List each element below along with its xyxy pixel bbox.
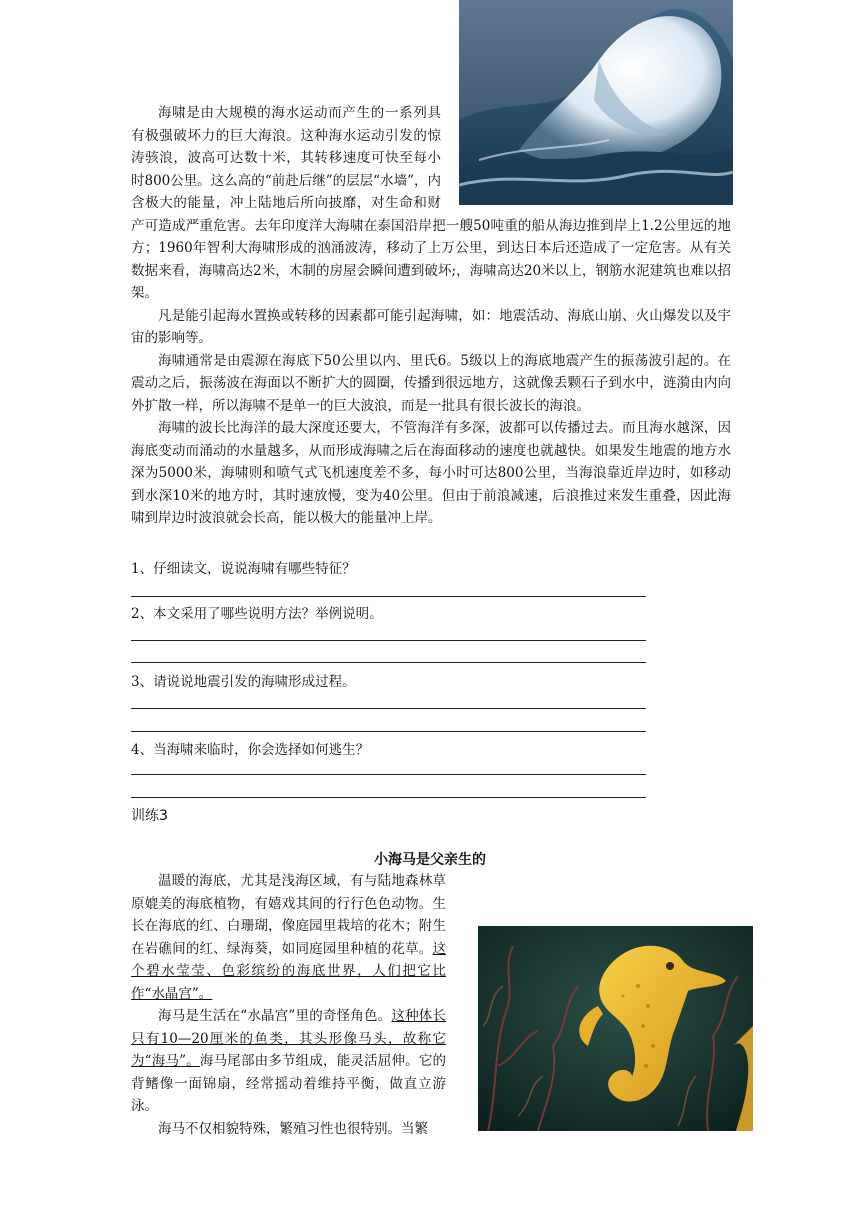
seahorse-paragraph-1-text: 温暖的海底，尤其是浅海区域，有与陆地森林草原媲美的海底植物，有嬉戏其间的行行色色动物。生长在海底的红、白珊瑚，像庭园里栽培的花木；附生在岩礁间的红、绿海葵，如同庭园里种植的花草。 [131, 873, 446, 957]
question-1: 1、仔细读文，说说海啸有哪些特征？ [131, 561, 356, 577]
seahorse-underlined-sentence-2: 这种体长只有10—20厘米的鱼类，其头形像马头，故称它为“海马”。 [131, 1008, 447, 1069]
answer-line[interactable] [131, 731, 646, 732]
seahorse-paragraph-2-text-b: 海马尾部由多节组成，能灵活屈伸。它的背鳍像一面锦扇，经常摇动着维持平衡，做直立游泳。 [131, 1053, 447, 1114]
question-4: 4、当海啸来临时，你会选择如何逃生？ [131, 742, 370, 758]
question-2: 2、本文采用了哪些说明方法？举例说明。 [131, 606, 383, 622]
answer-line[interactable] [131, 640, 646, 641]
answer-line[interactable] [131, 708, 646, 709]
tsunami-paragraph-3: 海啸通常是由震源在海底下50公里以内、里氏6。5级以上的海底地震产生的振荡波引起的。在震动之后，振荡波在海面以不断扩大的圆圈，传播到很远地方，这就像丢颗石子到水中，涟漪由内向外扩散一样，所以海啸不是单一的巨大波浪，而是一批具有很长波长的海浪。 [131, 352, 731, 414]
seahorse-underlined-sentence-1: 这个碧水莹莹、色彩缤纷的海底世界，人们把它比作“水晶宫”。 [131, 940, 446, 1002]
tsunami-paragraph-2: 凡是能引起海水置换或转移的因素都可能引起海啸，如：地震活动、海底山崩、火山爆发以及宇宙的影响等。 [131, 307, 731, 346]
section-label: 训练3 [131, 808, 168, 824]
seahorse-paragraph-2-text-a: 海马是生活在“水晶宫”里的奇怪角色。 [158, 1008, 392, 1024]
tsunami-article [131, 102, 731, 530]
tsunami-paragraph-1: 海啸是由大规模的海水运动而产生的一系列具有极强破坏力的巨大海浪。这种海水运动引发的惊涛骇浪，波高可达数十米，其转移速度可快至每小时800公里。这么高的“前赴后继”的层层“水墙”，内含极大的能量，冲上陆地后所向披靡，对生命和财产可造成严重危害。去年印度洋大海啸在泰国沿岸把一艘50吨重的船从海边推到岸上1.2公里远的地方；1960年智利大海啸形成的汹涌波涛，移动了上万公里，到达日本后还造成了一定危害。从有关数据来看，海啸高达2米，木制的房屋会瞬间遭到破坏;，海啸高达20米以上，钢筋水泥建筑也难以招架。 [131, 105, 731, 301]
answer-line[interactable] [131, 774, 646, 775]
answer-line[interactable] [131, 797, 646, 798]
seahorse-article [131, 870, 731, 1140]
answer-line[interactable] [131, 596, 646, 597]
question-3: 3、请说说地震引发的海啸形成过程。 [131, 674, 356, 690]
seahorse-paragraph-3: 海马不仅相貌特殊，繁殖习性也很特别。当繁 [158, 1120, 428, 1137]
answer-line[interactable] [131, 662, 646, 663]
article-title: 小海马是父亲生的 [374, 852, 486, 868]
tsunami-paragraph-4: 海啸的波长比海洋的最大深度还要大，不管海洋有多深，波都可以传播过去。而且海水越深，因海底变动而涌动的水量越多，从而形成海啸之后在海面移动的速度也就越快。如果发生地震的地方水深为5000米，海啸则和喷气式飞机速度差不多，每小时可达800公里，当海浪靠近岸边时，如移动到水深10米的地方时，其时速放慢，变为40公里。但由于前浪减速，后浪推过来发生重叠，因此海啸到岸边时波浪就会长高，能以极大的能量冲上岸。 [131, 420, 731, 526]
